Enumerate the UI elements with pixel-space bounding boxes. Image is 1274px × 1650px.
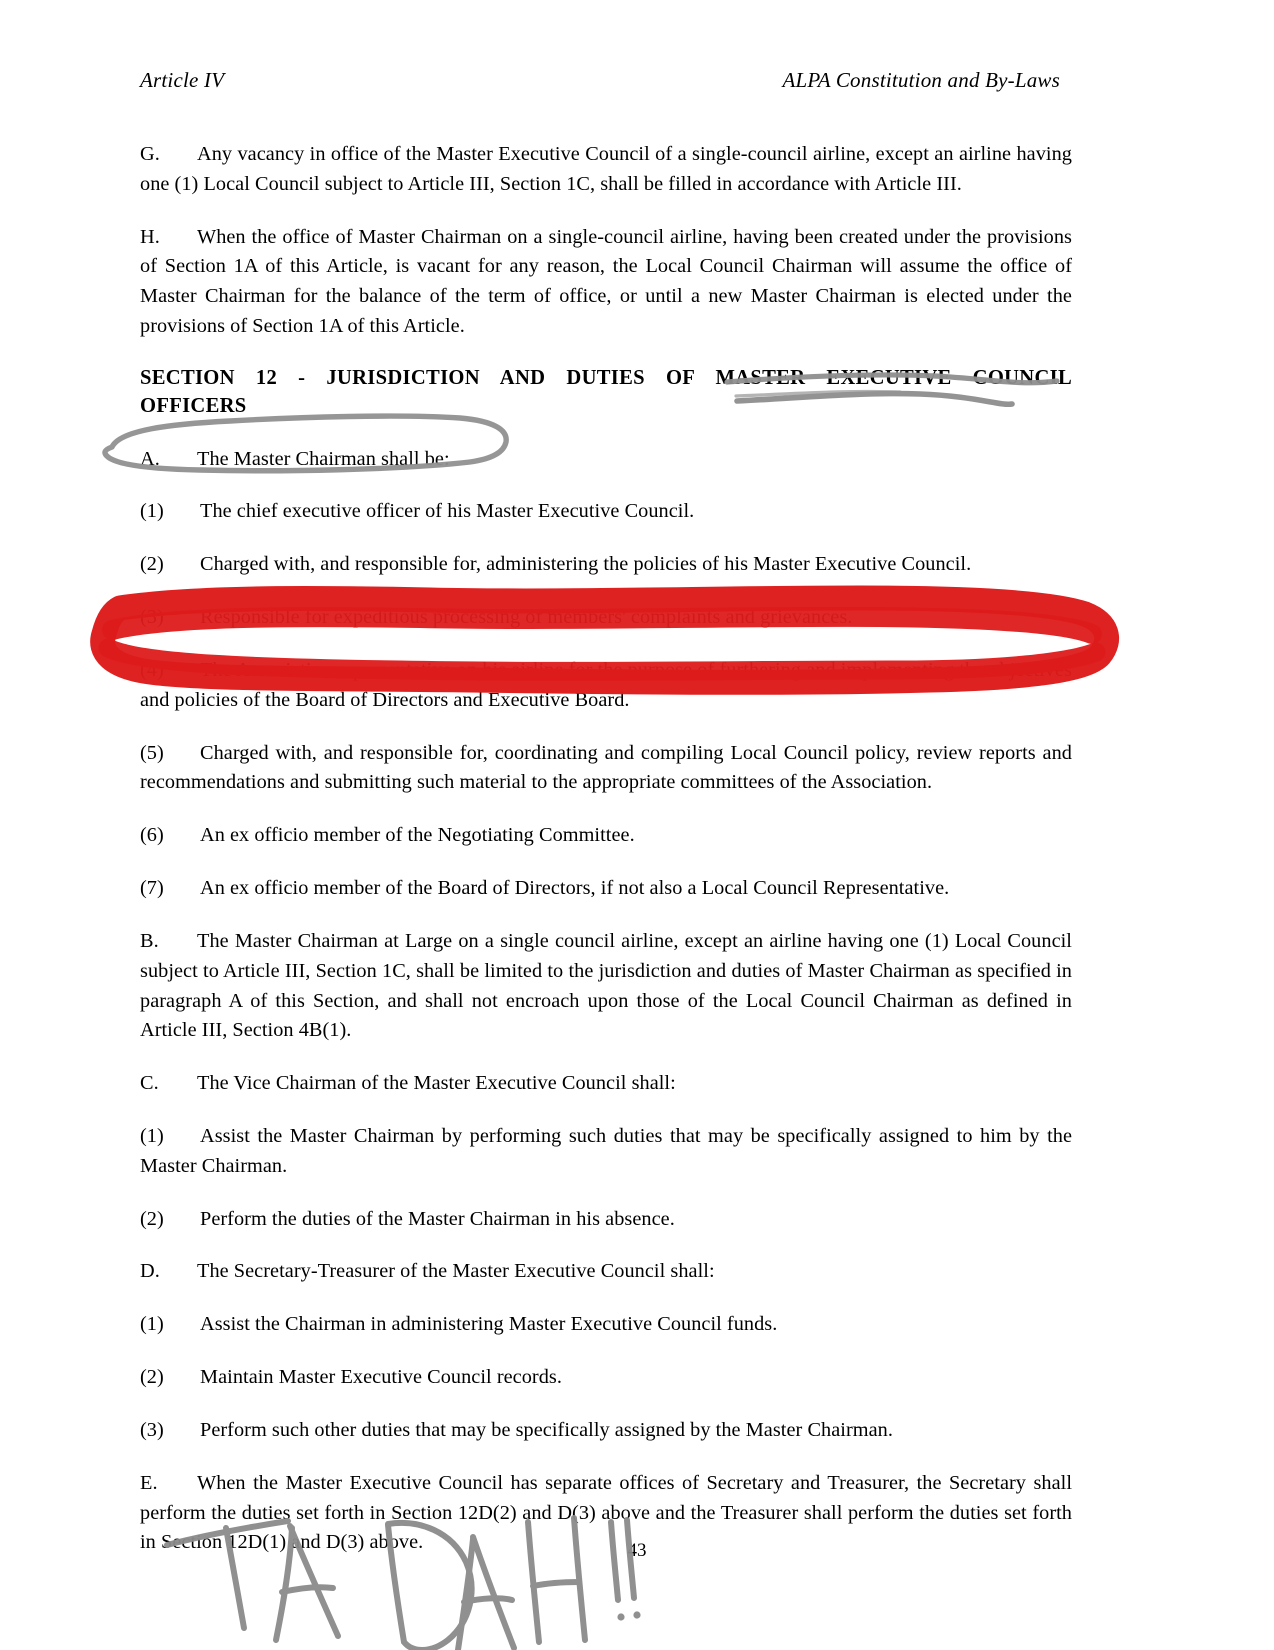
item-a (140, 445, 1072, 475)
item-a-2 (140, 550, 1072, 580)
item-c-label: C. (140, 1072, 159, 1095)
item-b (140, 927, 1072, 1046)
paragraph-h (140, 223, 1072, 342)
item-a-label: A. (140, 447, 160, 470)
item-c-2-label: (2) (140, 1207, 164, 1230)
item-d-label: D. (140, 1260, 160, 1283)
section-heading-line-1: SECTION 12 - JURISDICTION AND DUTIES OF MASTER EXECUTIVE COUNCIL (140, 366, 1072, 389)
item-d-3-text: Perform such other duties that may be specifically assigned by the Master Chairman. (200, 1418, 893, 1441)
item-d-2-text: Maintain Master Executive Council records. (200, 1366, 562, 1389)
item-a-1-label: (1) (140, 500, 164, 523)
item-d-2-label: (2) (140, 1366, 164, 1389)
item-a-1-text: The chief executive officer of his Master Executive Council. (200, 500, 695, 523)
paragraph-h-label: H. (140, 225, 160, 248)
item-a-1 (140, 497, 1072, 527)
item-c-1 (140, 1122, 1072, 1182)
item-d-2 (140, 1363, 1072, 1393)
item-a-2-label: (2) (140, 553, 164, 576)
page-number: 43 (627, 1540, 647, 1561)
item-e-label: E. (140, 1471, 158, 1494)
item-d-3-label: (3) (140, 1418, 164, 1441)
item-a-6 (140, 821, 1072, 851)
item-a-4 (140, 656, 1072, 716)
item-c (140, 1069, 1072, 1099)
item-d-text: The Secretary-Treasurer of the Master Executive Council shall: (197, 1260, 715, 1283)
page-header (140, 68, 1060, 93)
item-d-1-text: Assist the Chairman in administering Master Executive Council funds. (200, 1313, 778, 1336)
item-a-3-label: (3) (140, 606, 164, 629)
item-c-1-label: (1) (140, 1124, 164, 1147)
item-a-5 (140, 739, 1072, 799)
header-document-title: ALPA Constitution and By-Laws (782, 68, 1060, 92)
item-a-2-text: Charged with, and responsible for, administering the policies of his Master Executive Council. (200, 553, 972, 576)
item-d-1 (140, 1310, 1072, 1340)
item-a-7 (140, 874, 1072, 904)
item-c-1-text: Assist the Master Chairman by performing such duties that may be specifically assigned to him by the Master Chairman. (140, 1124, 1072, 1177)
item-a-7-text: An ex officio member of the Board of Directors, if not also a Local Council Representative. (200, 877, 950, 900)
item-c-2-text: Perform the duties of the Master Chairman in his absence. (200, 1207, 675, 1230)
document-body (140, 140, 1072, 1558)
item-a-5-text: Charged with, and responsible for, coordinating and compiling Local Council policy, review reports and recommendations and submitting such material to the appropriate committees of the Association. (140, 741, 1072, 794)
paragraph-g-label: G. (140, 143, 160, 165)
paragraph-g-text: Any vacancy in office of the Master Executive Council of a single-council airline, except an airline having one (1) Local Council subject to Article III, Section 1C, shall be filled in accordance with Article III. (140, 143, 1072, 195)
item-a-4-label: (4) (140, 658, 164, 681)
item-a-text: The Master Chairman shall be: (197, 447, 450, 470)
item-d (140, 1257, 1072, 1287)
item-d-3 (140, 1416, 1072, 1446)
item-c-text: The Vice Chairman of the Master Executive Council shall: (197, 1072, 676, 1095)
section-heading-line-2: OFFICERS (140, 394, 247, 417)
item-b-label: B. (140, 929, 159, 952)
item-a-7-label: (7) (140, 877, 164, 900)
item-b-text: The Master Chairman at Large on a single council airline, except an airline having one (1) Local Council subject to Article III, Section 1C, shall be limited to the jurisdiction and duties of Master Chairman as specified in paragraph A of this Section, and shall not encroach upon those of the Local Council Chairman as defined in Article III, Section 4B(1). (140, 929, 1072, 1042)
item-a-4-text: The Association representative on his airline for the purpose of furthering and implementing the objectives and policies of the Board of Directors and Executive Board. (140, 658, 1072, 711)
item-a-6-text: An ex officio member of the Negotiating Committee. (200, 824, 635, 847)
item-a-5-label: (5) (140, 741, 164, 764)
item-a-3-text: Responsible for expeditious processing of members' complaints and grievances. (200, 606, 853, 629)
header-article-label: Article IV (140, 68, 225, 92)
item-a-3 (140, 603, 1072, 633)
paragraph-g (140, 140, 1072, 200)
item-c-2 (140, 1205, 1072, 1235)
item-d-1-label: (1) (140, 1313, 164, 1336)
paragraph-h-text: When the office of Master Chairman on a single-council airline, having been created under the provisions of Section 1A of this Article, is vacant for any reason, the Local Council Chairman will assume the office of Master Chairman for the balance of the term of office, or until a new Master Chairman is elected under the provisions of Section 1A of this Article. (140, 225, 1072, 338)
item-a-6-label: (6) (140, 824, 164, 847)
item-e-text: When the Master Executive Council has separate offices of Secretary and Treasurer, the Secretary shall perform the duties set forth in Section 12D(2) and D(3) above and the Treasurer shall perform the duties set forth in Section 12D(1) and D(3) above. (140, 1471, 1072, 1554)
section-heading (140, 365, 1072, 421)
